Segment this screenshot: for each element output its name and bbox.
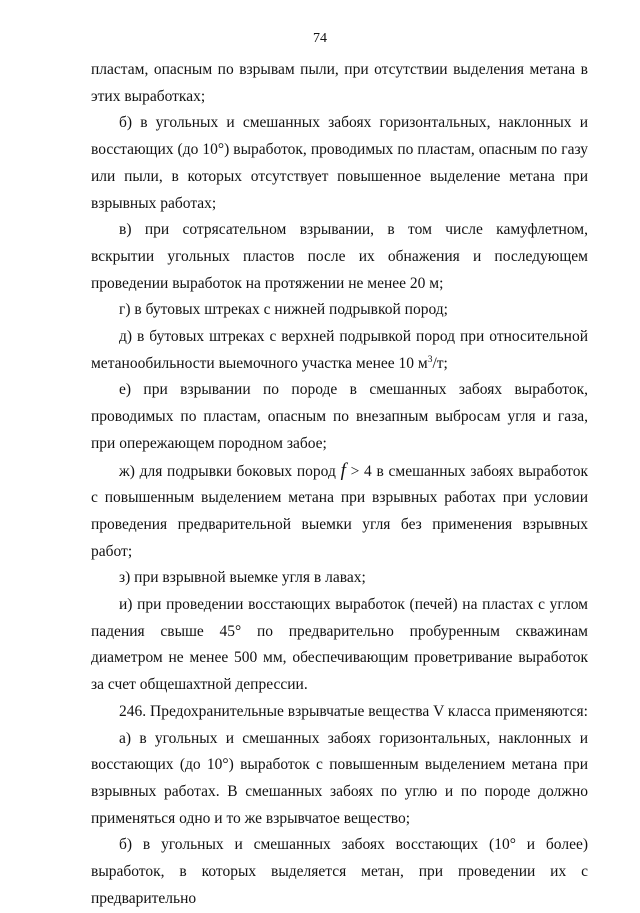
paragraph-item-d xyxy=(91,324,588,377)
paragraph-item-d-text: д) в бутовых штреках с верхней подрывкой пород при относительной метанообильности выемочного участка менее 10 м xyxy=(91,328,588,372)
paragraph-section-246: 246. Предохранительные взрывчатые вещества V класса применяются: xyxy=(119,702,588,720)
paragraph-item-g: г) в бутовых штреках с нижней подрывкой пород; xyxy=(119,301,448,319)
paragraph-item-zh-text: ж) для подрывки боковых пород xyxy=(119,462,341,480)
paragraph-item-zh xyxy=(91,458,588,566)
paragraph-item-b-second: б) в угольных и смешанных забоях восстающих (10° и более) выработок, в которых выделяется метан, при проведении их с предварительно xyxy=(91,836,588,907)
page-number: 74 xyxy=(313,31,327,46)
paragraph-item-i: и) при проведении восстающих выработок (печей) на пластах с углом падения свыше 45° по предварительно пробуренным скважинам диаметром не менее 500 мм, обеспечивающим проветривание выработок за счет общешахтной депрессии. xyxy=(91,596,588,694)
paragraph-item-e: е) при взрывании по породе в смешанных забоях выработок, проводимых по пластам, опасным по внезапным выбросам угля и газа, при опережающем породном забое; xyxy=(91,381,588,452)
paragraph-continuation: пластам, опасным по взрывам пыли, при отсутствии выделения метана в этих выработках; xyxy=(91,61,588,105)
paragraph-item-b: б) в угольных и смешанных забоях горизонтальных, наклонных и восстающих (до 10°) выработок, проводимых по пластам, опасным по газу или пыли, в которых отсутствует повышенное выделение метана при взрывных работах; xyxy=(91,114,588,212)
paragraph-item-z: з) при взрывной выемке угля в лавах; xyxy=(119,569,366,587)
paragraph-item-v: в) при сотрясательном взрывании, в том числе камуфлетном, вскрытии угольных пластов после их обнажения и последующем проведении выработок на протяжении не менее 20 м; xyxy=(91,221,588,292)
cubic-superscript: 3 xyxy=(427,354,433,365)
paragraph-item-zh-rest: > 4 в смешанных забоях выработок с повышенным выделением метана при взрывных работах при условии проведения предварительной выемки угля без применения взрывных работ; xyxy=(91,462,588,560)
body-text xyxy=(91,57,588,913)
paragraph-item-a: а) в угольных и смешанных забоях горизонтальных, наклонных и восстающих (до 10°) выработок с повышенным выделением метана при взрывных работах. В смешанных забоях по углю и по породе должно применяться одно и то же взрывчатое вещество; xyxy=(91,729,588,827)
strength-coefficient-symbol: f xyxy=(340,459,346,481)
paragraph-item-d-unit: /т; xyxy=(432,354,448,372)
